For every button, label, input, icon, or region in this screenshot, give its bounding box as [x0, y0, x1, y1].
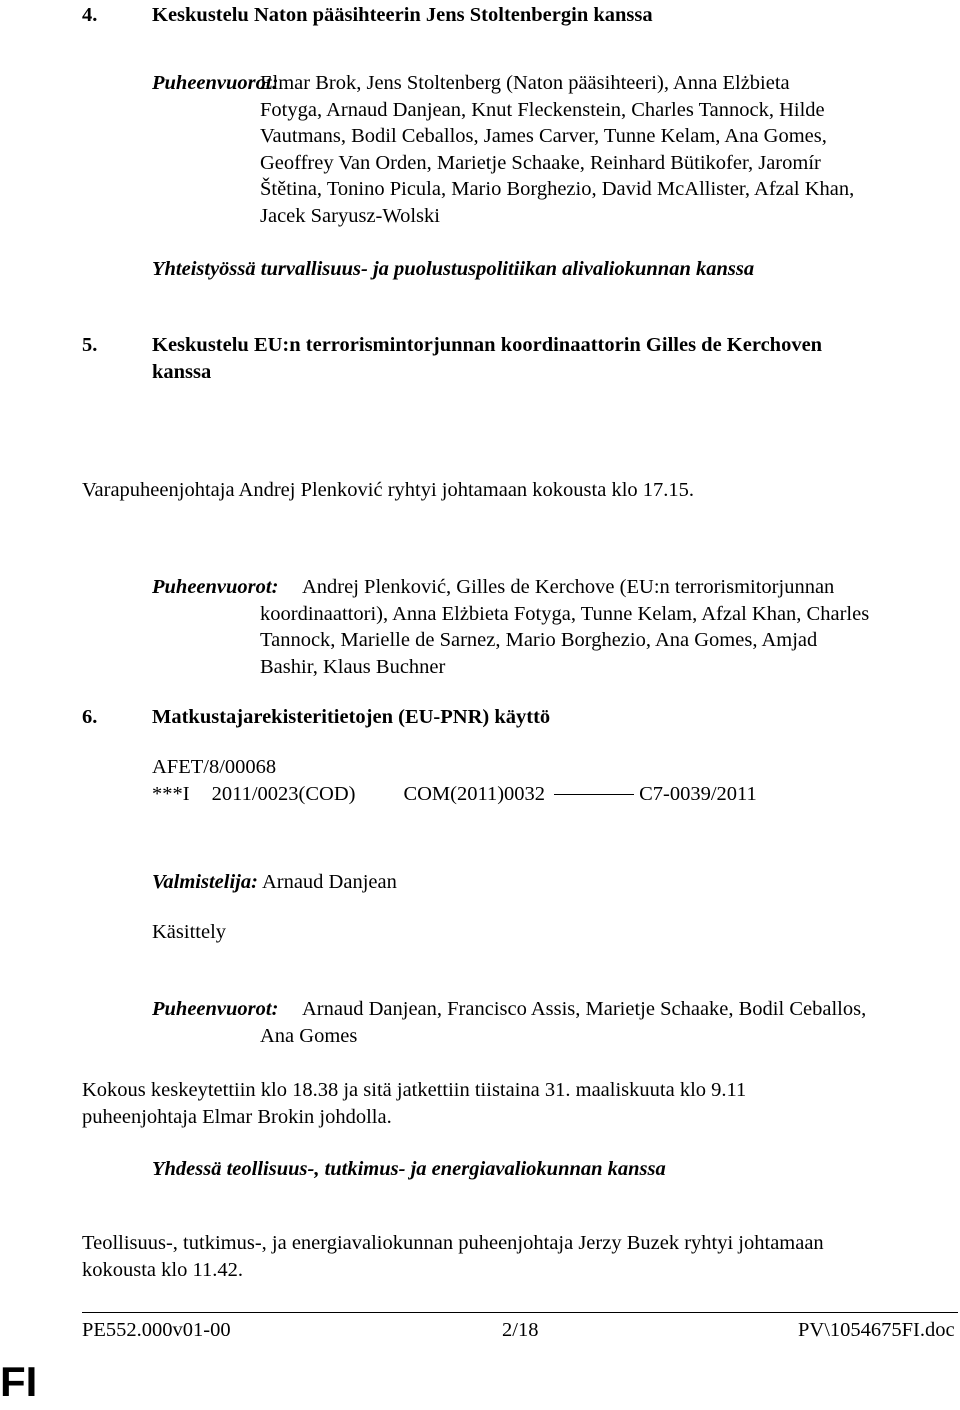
item-5-speakers-line-1: Andrej Plenković, Gilles de Kerchove (EU:n terrorismitorjunnan	[302, 576, 835, 598]
item-4-title: Keskustelu Naton pääsihteerin Jens Stoltenbergin kanssa	[152, 4, 653, 26]
footer-doc-ref: PE552.000v01-00	[82, 1319, 231, 1341]
item-5-speakers-line-4: Bashir, Klaus Buchner	[260, 655, 446, 678]
item-6-rapporteur-name: Arnaud Danjean	[261, 871, 397, 893]
footer-file-name: PV\1054675FI.doc	[798, 1319, 955, 1341]
item-6-speakers-line-1: Arnaud Danjean, Francisco Assis, Marietje Schaake, Bodil Ceballos,	[302, 998, 867, 1020]
item-4-speakers-line-1: Elmar Brok, Jens Stoltenberg (Naton pääsihteeri), Anna Elżbieta	[260, 72, 790, 94]
item-6-itre-line-2: kokousta klo 11.42.	[82, 1258, 243, 1281]
item-6-com-number: COM(2011)0032	[403, 783, 546, 805]
dash-separator	[554, 794, 634, 795]
item-6-joint-committee: Yhdessä teollisuus-, tutkimus- ja energiavaliokunnan kanssa	[152, 1158, 666, 1180]
footer-page-number: 2/18	[502, 1319, 539, 1341]
item-6-adjourn-line-1: Kokous keskeytettiin klo 18.38 ja sitä jatkettiin tiistaina 31. maaliskuuta klo 9.11	[82, 1079, 747, 1101]
item-5-speakers-line-2: koordinaattori), Anna Elżbieta Fotyga, Tunne Kelam, Afzal Khan, Charles	[260, 602, 870, 625]
item-4-speakers-line-2: Fotyga, Arnaud Danjean, Knut Fleckenstein, Charles Tannock, Hilde	[260, 98, 825, 121]
item-5-title-line-1: Keskustelu EU:n terrorismintorjunnan koordinaattorin Gilles de Kerchoven	[152, 334, 823, 356]
footer-divider	[82, 1312, 958, 1313]
item-5-speakers-label: Puheenvuorot:	[152, 576, 279, 598]
item-6-number: 6.	[82, 706, 98, 728]
item-6-rapporteur-label: Valmistelija:	[152, 871, 258, 893]
item-4-speakers-line-5: Štětina, Tonino Picula, Mario Borghezio, David McAllister, Afzal Khan,	[260, 178, 855, 200]
item-6-procedure: ***I	[152, 783, 190, 805]
item-6-doc-number: C7-0039/2011	[639, 783, 757, 805]
item-6-itre-line-1: Teollisuus-, tutkimus-, ja energiavaliokunnan puheenjohtaja Jerzy Buzek ryhtyi johtamaan	[82, 1232, 824, 1254]
item-6-procedure-number: 2011/0023(COD)	[211, 783, 356, 805]
item-4-speakers-label: Puheenvuorot:	[152, 72, 279, 94]
item-5-chair-note: Varapuheenjohtaja Andrej Plenković ryhtyi johtamaan kokousta klo 17.15.	[82, 479, 695, 501]
item-5-number: 5.	[82, 334, 98, 356]
item-6-adjourn-line-2: puheenjohtaja Elmar Brokin johdolla.	[82, 1105, 392, 1128]
language-mark: FI	[0, 1358, 38, 1405]
item-6-procedure-row	[152, 781, 757, 808]
item-5-speakers-line-3: Tannock, Marielle de Sarnez, Mario Borghezio, Ana Gomes, Amjad	[260, 629, 818, 651]
item-4-speakers-line-4: Geoffrey Van Orden, Marietje Schaake, Reinhard Bütikofer, Jaromír	[260, 151, 821, 174]
item-6-rapporteur-row	[152, 869, 397, 896]
item-6-speakers-line-2: Ana Gomes	[260, 1024, 358, 1047]
item-4-speakers-line-6: Jacek Saryusz-Wolski	[260, 204, 440, 227]
item-6-speakers-label: Puheenvuorot:	[152, 998, 279, 1020]
item-4-number: 4.	[82, 4, 98, 26]
item-6-consideration: Käsittely	[152, 921, 227, 943]
item-6-title: Matkustajarekisteritietojen (EU-PNR) käyttö	[152, 706, 551, 728]
item-4-speakers-line-3: Vautmans, Bodil Ceballos, James Carver, Tunne Kelam, Ana Gomes,	[260, 125, 827, 147]
item-5-title-line-2: kanssa	[152, 360, 212, 383]
item-6-ref-afet: AFET/8/00068	[152, 756, 277, 778]
item-4-cooperation: Yhteistyössä turvallisuus- ja puolustuspolitiikan alivaliokunnan kanssa	[152, 258, 755, 280]
